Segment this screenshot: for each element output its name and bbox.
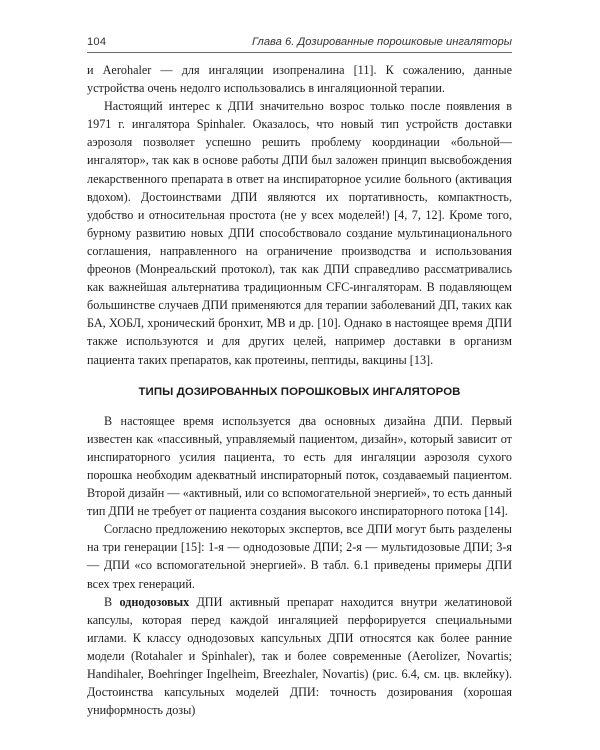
paragraph-last xyxy=(87,593,512,720)
paragraph-continuation: и Aerohaler — для ингаляции изопреналина [11]. К сожалению, данные устройства очень недолго использовались в ингаляционной терапии. xyxy=(87,63,512,96)
paragraph-rest: ДПИ активный препарат находится внутри желатиновой капсулы, которая перед каждой ингаляцией перфорируется специальными иглами. К классу однодозовых капсульных ДПИ относятся как более ранние модели (Rotahaler и Spinhaler), так и более современные (Aerolizer, Novartis; Handihaler, Boehringer Ingelheim, Breezhaler, Novartis) (рис. 6.4, см. цв. вклейку). Достоинства капсульных моделей ДПИ: точность дозирования (хорошая униформность дозы) xyxy=(87,594,512,718)
paragraph: Согласно предложению некоторых экспертов, все ДПИ могут быть разделены на три генерации [15]: 1-я — однодозовые ДПИ; 2-я — мультидозовые ДПИ; 3-я — ДПИ «со вспомогательной энергией». В табл. 6.1 приведены примеры ДПИ всех трех генераций. xyxy=(87,522,512,591)
paragraph-prefix: В xyxy=(104,594,120,609)
running-header xyxy=(87,36,512,53)
page-number: 104 xyxy=(87,36,107,48)
paragraph: Настоящий интерес к ДПИ значительно возрос только после появления в 1971 г. ингалятора Spinhaler. Оказалось, что новый тип устройств доставки аэрозоля позволяет успешно решить проблему координации «больной—ингалятор», так как в основе работы ДПИ был заложен принцип высвобождения лекарственного препарата в ответ на инспираторное усилие больного (активация вдохом). Достоинствами ДПИ являются их портативность, компактность, удобство и относительная простота (не у всех моделей!) [4, 7, 12]. Кроме того, бурному развитию новых ДПИ способствовало создание мультинационального соглашения, направленного на ограничение производства и использования фреонов (Монреальский протокол), так как ДПИ справедливо рассматривались как важнейшая альтернатива традиционным CFC-ингаляторам. В подавляющем большинстве случаев ДПИ применяются для терапии заболеваний ДП, таких как БА, ХОБЛ, хронический бронхит, МВ и др. [10]. Однако в настоящее время ДПИ также используются и для других целей, например доставки в организм пациента таких препаратов, как протеины, пептиды, вакцины [13]. xyxy=(87,99,512,367)
section-heading: ТИПЫ ДОЗИРОВАННЫХ ПОРОШКОВЫХ ИНГАЛЯТОРОВ xyxy=(138,385,461,398)
body-text xyxy=(87,61,512,719)
bold-term: однодозовых xyxy=(119,594,190,609)
paragraph: В настоящее время используется два основных дизайна ДПИ. Первый известен как «пассивный, управляемый пациентом, дизайн», который зависит от инспираторного усилия пациента, то есть для ингаляции аэрозоля сухого порошка необходим адекватный инспираторный поток, создаваемый пациентом. Второй дизайн — «активный, или со вспомогательной энергией», то есть данный тип ДПИ не требует от пациента создания высокого инспираторного потока [14]. xyxy=(87,413,512,519)
chapter-title: Глава 6. Дозированные порошковые ингаляторы xyxy=(251,36,512,48)
